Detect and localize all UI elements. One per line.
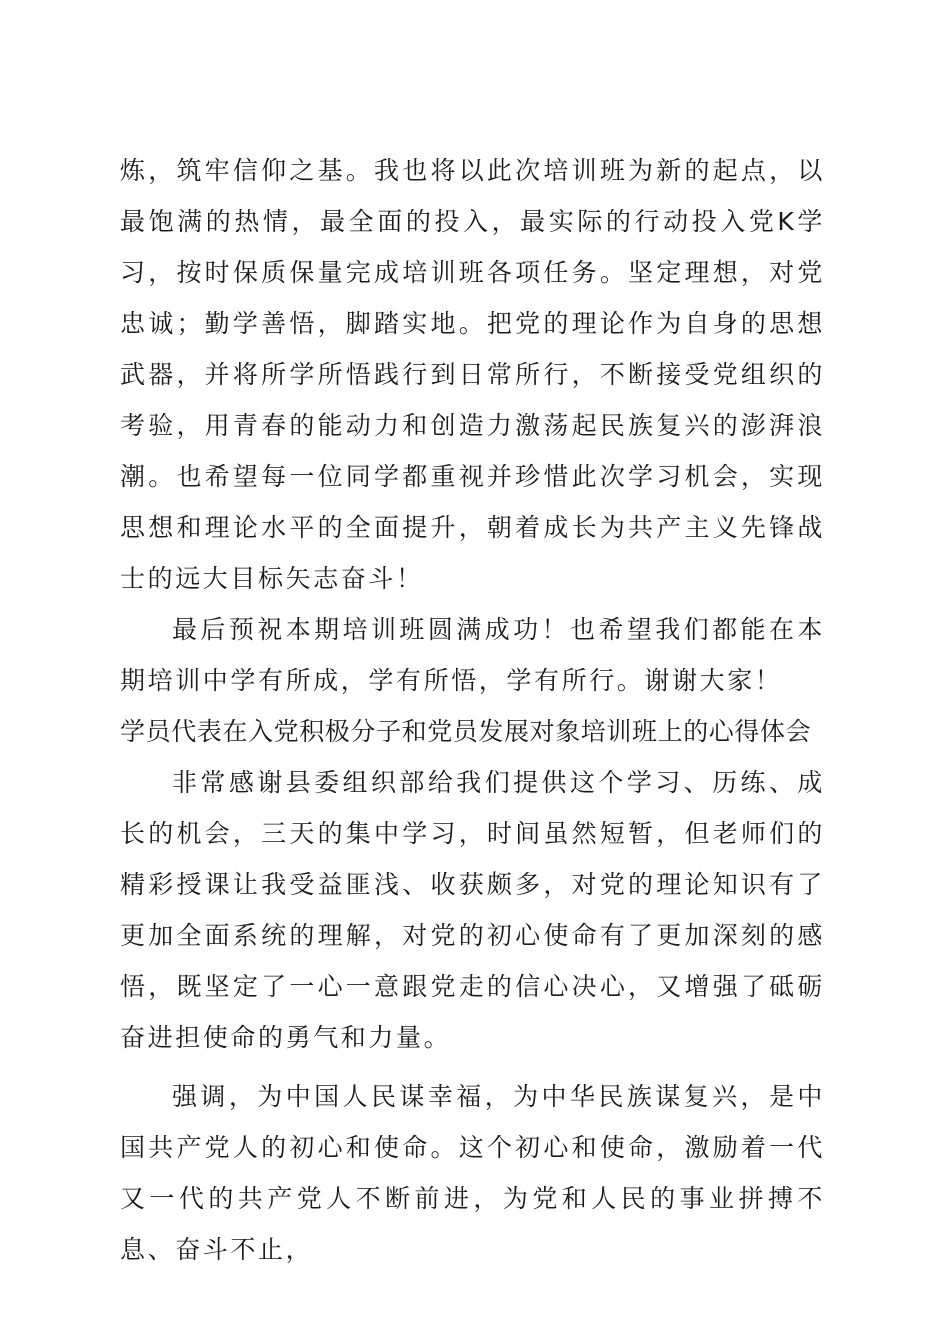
paragraph-continued: 炼，筑牢信仰之基。我也将以此次培训班为新的起点，以最饱满的热情，最全面的投入，最实际的行动投入党K学习，按时保质保量完成培训班各项任务。坚定理想，对党忠诚；勤学善悟，脚踏实地。把党的理论作为自身的思想武器，并将所学所悟践行到日常所行，不断接受党组织的考验，用青春的能动力和创造力激荡起民族复兴的澎湃浪潮。也希望每一位同学都重视并珍惜此次学习机会，实现思想和理论水平的全面提升，朝着成长为共产主义先锋战士的远大目标矢志奋斗！	[120, 156, 825, 593]
paragraph-closing-wishes: 最后预祝本期培训班圆满成功！也希望我们都能在本期培训中学有所成，学有所悟，学有所行。谢谢大家！	[120, 615, 825, 695]
section-heading: 学员代表在入党积极分子和党员发展对象培训班上的心得体会	[120, 717, 812, 746]
paragraph-thanks: 非常感谢县委组织部给我们提供这个学习、历练、成长的机会，三天的集中学习，时间虽然短暂，但老师们的精彩授课让我受益匪浅、收获颇多，对党的理论知识有了更加全面系统的理解，对党的初心使命有了更加深刻的感悟，既坚定了一心一意跟党走的信心决心，又增强了砥砺奋进担使命的勇气和力量。	[120, 768, 825, 1052]
document-body	[120, 145, 825, 1275]
paragraph-mission: 强调，为中国人民谋幸福，为中华民族谋复兴，是中国共产党人的初心和使命。这个初心和使命，激励着一代又一代的共产党人不断前进，为党和人民的事业拼搏不息、奋斗不止，	[120, 1082, 825, 1264]
